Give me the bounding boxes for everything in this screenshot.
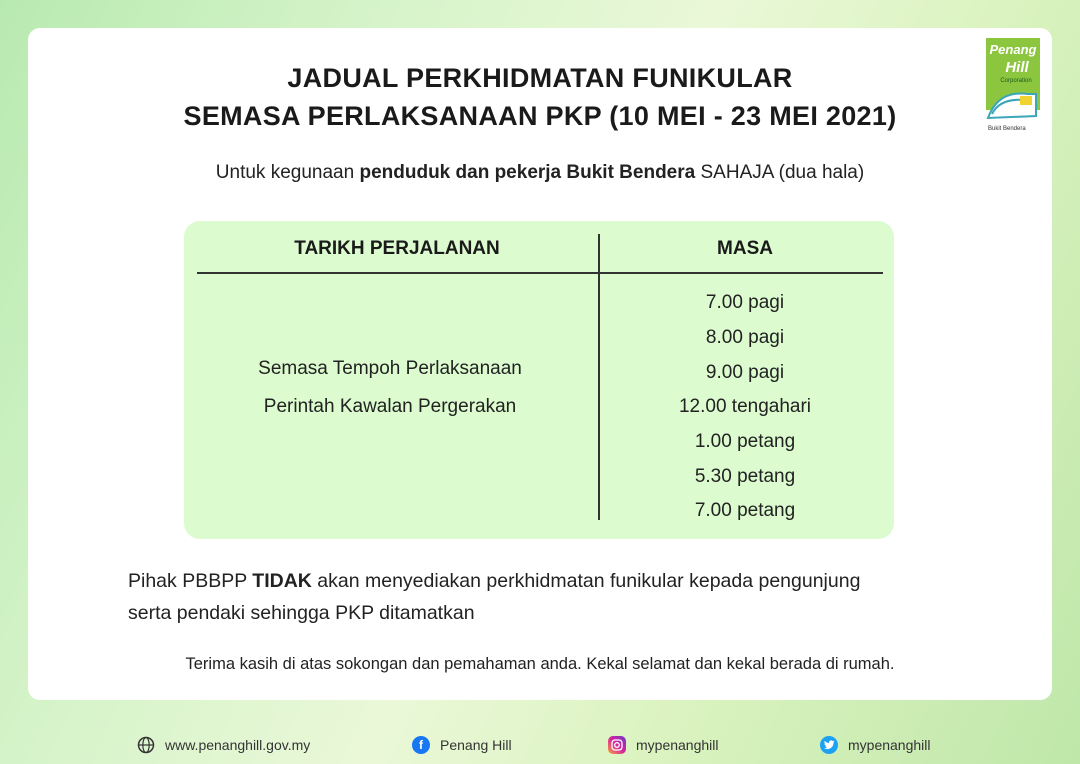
time-slot: 7.00 petang — [694, 500, 796, 521]
subtitle — [0, 162, 1080, 184]
header-divider — [197, 272, 883, 274]
column-header-date: TARIKH PERJALANAN — [294, 238, 500, 259]
facebook-link[interactable]: Penang Hill — [440, 737, 512, 753]
notice-line-1 — [128, 570, 860, 593]
time-slot: 9.00 pagi — [705, 362, 785, 383]
subtitle-bold: penduduk dan pekerja Bukit Bendera — [359, 162, 696, 183]
logo-text-corporation: Corporation — [1000, 78, 1032, 84]
notice-bold: TIDAK — [252, 570, 312, 592]
column-header-time: MASA — [717, 238, 773, 259]
footer-instagram[interactable] — [608, 735, 719, 755]
facebook-icon: f — [412, 736, 430, 754]
time-slot: 1.00 petang — [694, 431, 796, 452]
footer-twitter[interactable] — [820, 735, 931, 755]
footer-facebook[interactable] — [412, 735, 512, 755]
logo-caption: Bukit Bendera — [988, 126, 1026, 132]
twitter-icon — [820, 736, 838, 754]
notice-line-2: serta pendaki sehingga PKP ditamatkan — [128, 602, 475, 624]
logo-text-penang: Penang — [989, 42, 1037, 57]
subtitle-prefix: Untuk kegunaan — [215, 162, 360, 183]
title-line-1: JADUAL PERKHIDMATAN FUNIKULAR — [287, 63, 793, 93]
title-line-2: SEMASA PERLAKSANAAN PKP (10 MEI - 23 MEI 2021) — [183, 101, 897, 131]
instagram-link[interactable]: mypenanghill — [636, 737, 719, 753]
time-slot: 5.30 petang — [694, 466, 796, 487]
penang-hill-logo — [984, 38, 1042, 138]
globe-icon — [137, 736, 155, 754]
period-line-2: Perintah Kawalan Pergerakan — [263, 396, 517, 417]
twitter-link[interactable]: mypenanghill — [848, 737, 931, 753]
notice-suffix: akan menyediakan perkhidmatan funikular kepada pengunjung — [311, 570, 861, 592]
thanks-message: Terima kasih di atas sokongan dan pemahaman anda. Kekal selamat dan kekal berada di rumah. — [185, 655, 895, 673]
time-slot: 8.00 pagi — [705, 327, 785, 348]
subtitle-suffix: SAHAJA (dua hala) — [695, 162, 865, 183]
notice-prefix: Pihak PBBPP — [128, 570, 253, 592]
footer-website[interactable] — [137, 735, 310, 755]
time-slot: 7.00 pagi — [705, 292, 785, 313]
instagram-icon — [608, 736, 626, 754]
logo-text-hill: Hill — [1005, 59, 1029, 76]
website-link[interactable]: www.penanghill.gov.my — [165, 737, 311, 753]
time-slot: 12.00 tengahari — [678, 396, 812, 417]
period-line-1: Semasa Tempoh Perlaksanaan — [258, 358, 522, 379]
